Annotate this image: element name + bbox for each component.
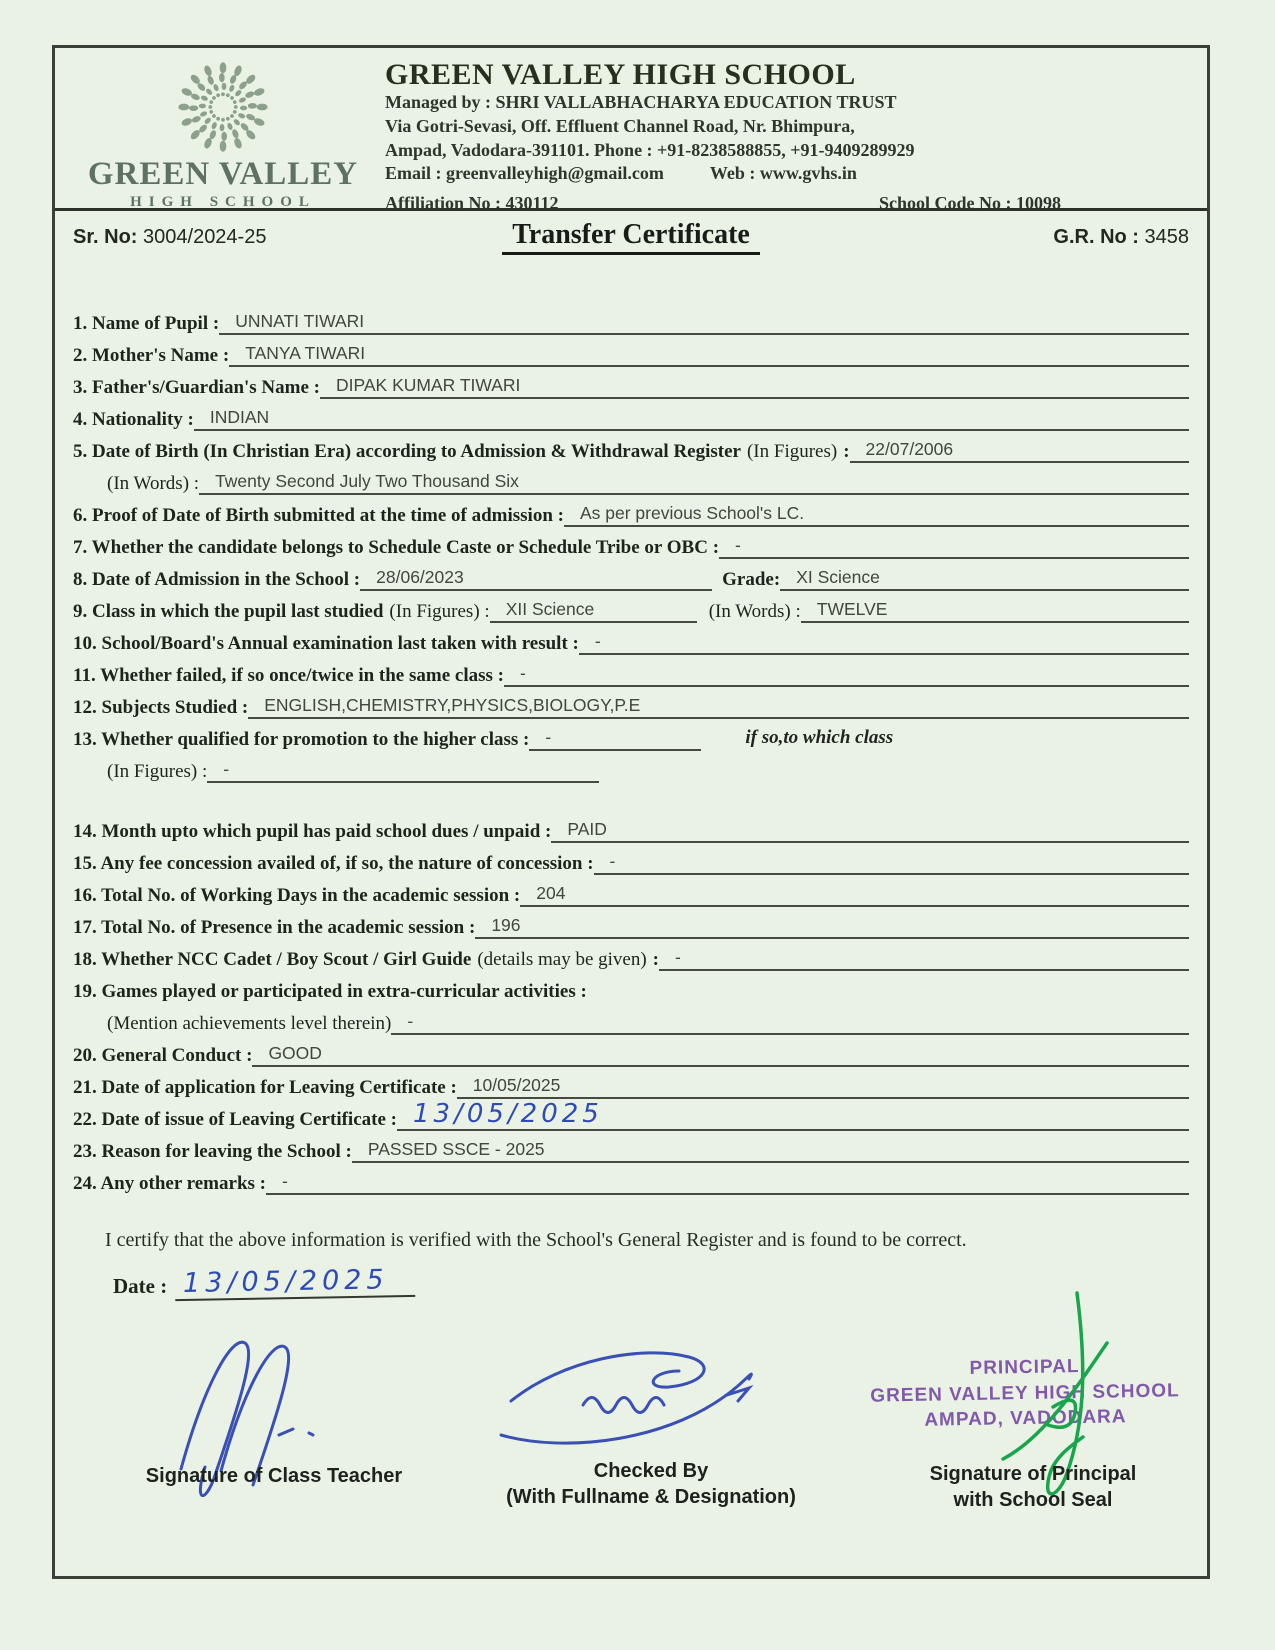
logo-wordmark-sub: HIGH SCHOOL — [130, 194, 316, 210]
field-value: 196 — [475, 916, 1189, 939]
document-title: Transfer Certificate — [502, 219, 760, 255]
field-value: As per previous School's LC. — [564, 504, 1189, 527]
field-label-2: Grade: — [722, 569, 781, 591]
contact-line — [385, 162, 1189, 186]
title-bar — [73, 211, 1189, 255]
form-body — [73, 303, 1189, 1195]
field-value: PASSED SSCE - 2025 — [352, 1140, 1189, 1163]
field-value-2: TWELVE — [801, 600, 1189, 623]
date-value-handwritten: 13/05/2025 — [175, 1264, 415, 1301]
field-label: 11. Whether failed, if so once/twice in the same class : — [73, 665, 504, 687]
field-label: (Mention achievements level therein) — [107, 1013, 392, 1035]
form-row-07 — [73, 527, 1189, 559]
form-row-13 — [73, 719, 1189, 751]
field-value: GOOD — [252, 1044, 1189, 1067]
field-label: 7. Whether the candidate belongs to Schedule Caste or Schedule Tribe or OBC : — [73, 537, 720, 559]
field-value: ENGLISH,CHEMISTRY,PHYSICS,BIOLOGY,P.E — [248, 696, 1189, 719]
field-label: 12. Subjects Studied : — [73, 697, 249, 719]
field-label: 24. Any other remarks : — [73, 1173, 266, 1195]
web-text: Web : www.gvhs.in — [709, 163, 857, 184]
field-value: 28/06/2023 — [360, 568, 712, 591]
form-row-13-figures — [73, 751, 1189, 783]
form-row-04 — [73, 399, 1189, 431]
form-row-06 — [73, 495, 1189, 527]
field-value: - — [504, 664, 1189, 687]
school-info — [373, 58, 1189, 216]
certification-statement: I certify that the above information is verified with the School's General Register and is found to be correct. — [105, 1229, 967, 1251]
form-row-18 — [73, 939, 1189, 971]
field-label: (In Words) : — [107, 473, 200, 495]
field-value: - — [719, 536, 1189, 559]
principal-stamp: PRINCIPAL GREEN VALLEY HIGH SCHOOL AMPAD, VADODARA — [870, 1356, 1180, 1432]
form-row-05 — [73, 431, 1189, 463]
form-row-24 — [73, 1163, 1189, 1195]
field-label-2: (In Words) : — [708, 601, 801, 623]
field-label: 5. Date of Birth (In Christian Era) according to Admission & Withdrawal Register (In Figures) : — [73, 441, 850, 463]
form-row-19-mention — [73, 1003, 1189, 1035]
field-label: 9. Class in which the pupil last studied (In Figures) : — [73, 601, 490, 623]
field-label: 20. General Conduct : — [73, 1045, 253, 1067]
class-teacher-label: Signature of Class Teacher — [145, 1465, 403, 1487]
signature-section — [73, 1303, 1189, 1571]
principal-label: Signature of Principal with School Seal — [929, 1463, 1137, 1511]
form-row-01 — [73, 303, 1189, 335]
school-code: School Code No : 10098 — [878, 193, 1061, 213]
form-row-23 — [73, 1131, 1189, 1163]
form-row-20 — [73, 1035, 1189, 1067]
serial-number: Sr. No: 3004/2024-25 — [73, 226, 267, 248]
field-label: 2. Mother's Name : — [73, 345, 230, 367]
field-label: 10. School/Board's Annual examination last taken with result : — [73, 633, 579, 655]
form-row-14 — [73, 811, 1189, 843]
field-label: 23. Reason for leaving the School : — [73, 1141, 352, 1163]
form-row-11 — [73, 655, 1189, 687]
form-row-08 — [73, 559, 1189, 591]
gr-number: G.R. No : 3458 — [1053, 226, 1190, 248]
field-label: 21. Date of application for Leaving Certificate : — [73, 1077, 457, 1099]
form-row-22 — [73, 1099, 1189, 1131]
form-row-21 — [73, 1067, 1189, 1099]
form-row-15 — [73, 843, 1189, 875]
field-label: 3. Father's/Guardian's Name : — [73, 377, 320, 399]
field-label: 18. Whether NCC Cadet / Boy Scout / Girl Guide (details may be given) : — [73, 949, 659, 971]
form-row-02 — [73, 335, 1189, 367]
field-label: 13. Whether qualified for promotion to the higher class : — [73, 729, 530, 751]
date-label: Date : — [113, 1274, 168, 1298]
checked-by-signature — [491, 1329, 791, 1469]
field-label: 19. Games played or participated in extra-curricular activities : — [73, 981, 587, 1003]
field-label: (In Figures) : — [107, 761, 208, 783]
form-row-19 — [73, 971, 1189, 1003]
form-row-12 — [73, 687, 1189, 719]
field-label: 4. Nationality : — [73, 409, 194, 431]
field-value: - — [529, 728, 701, 751]
field-value: - — [594, 852, 1189, 875]
field-label: 16. Total No. of Working Days in the academic session : — [73, 885, 521, 907]
field-value-handwritten: 13/05/2025 — [397, 1100, 1189, 1131]
header — [73, 48, 1189, 213]
school-logo — [73, 58, 373, 211]
school-logo-burst-icon — [174, 58, 272, 156]
field-value: XII Science — [490, 600, 697, 623]
school-name: GREEN VALLEY HIGH SCHOOL — [385, 58, 856, 91]
affiliation-no: Affiliation No : 430112 — [385, 193, 559, 213]
field-value: 22/07/2006 — [850, 440, 1189, 463]
field-value: - — [207, 760, 599, 783]
field-label: 15. Any fee concession availed of, if so, the nature of concession : — [73, 853, 594, 875]
address-line-1: Via Gotri-Sevasi, Off. Effluent Channel Road, Nr. Bhimpura, — [385, 115, 855, 136]
field-label: 6. Proof of Date of Birth submitted at the time of admission : — [73, 505, 564, 527]
logo-wordmark: GREEN VALLEY — [87, 156, 359, 192]
form-row-16 — [73, 875, 1189, 907]
field-label: 14. Month upto which pupil has paid school dues / unpaid : — [73, 821, 552, 843]
checked-by-label: Checked By (With Fullname & Designation) — [506, 1460, 796, 1508]
field-label: 8. Date of Admission in the School : — [73, 569, 361, 591]
email-text: Email : greenvalleyhigh@gmail.com — [385, 163, 664, 184]
field-label: 17. Total No. of Presence in the academic session : — [73, 917, 476, 939]
field-value: DIPAK KUMAR TIWARI — [320, 376, 1189, 399]
field-value: PAID — [551, 820, 1189, 843]
field-value: INDIAN — [194, 408, 1189, 431]
field-value: - — [266, 1172, 1189, 1195]
form-row-09 — [73, 591, 1189, 623]
field-value: UNNATI TIWARI — [219, 312, 1189, 335]
affiliation-row — [385, 192, 1189, 216]
address-line-2: Ampad, Vadodara-391101. Phone : +91-8238588855, +91-9409289929 — [385, 139, 915, 160]
form-row-10 — [73, 623, 1189, 655]
field-value: - — [659, 948, 1189, 971]
field-value: - — [391, 1012, 1189, 1035]
field-value: TANYA TIWARI — [229, 344, 1189, 367]
managed-by-line: Managed by : SHRI VALLABHACHARYA EDUCATION TRUST — [385, 92, 897, 112]
form-row-05-words — [73, 463, 1189, 495]
form-row-03 — [73, 367, 1189, 399]
certificate-sheet — [52, 45, 1210, 1579]
field-value: 204 — [520, 884, 1189, 907]
field-value: Twenty Second July Two Thousand Six — [199, 472, 1189, 495]
field-value: - — [579, 632, 1189, 655]
field-label: 1. Name of Pupil : — [73, 313, 220, 335]
field-value-2: XI Science — [780, 568, 1189, 591]
field-value: 10/05/2025 — [457, 1076, 1189, 1099]
field-note: if so,to which class — [745, 727, 894, 748]
field-label: 22. Date of issue of Leaving Certificate : — [73, 1109, 397, 1131]
form-row-17 — [73, 907, 1189, 939]
